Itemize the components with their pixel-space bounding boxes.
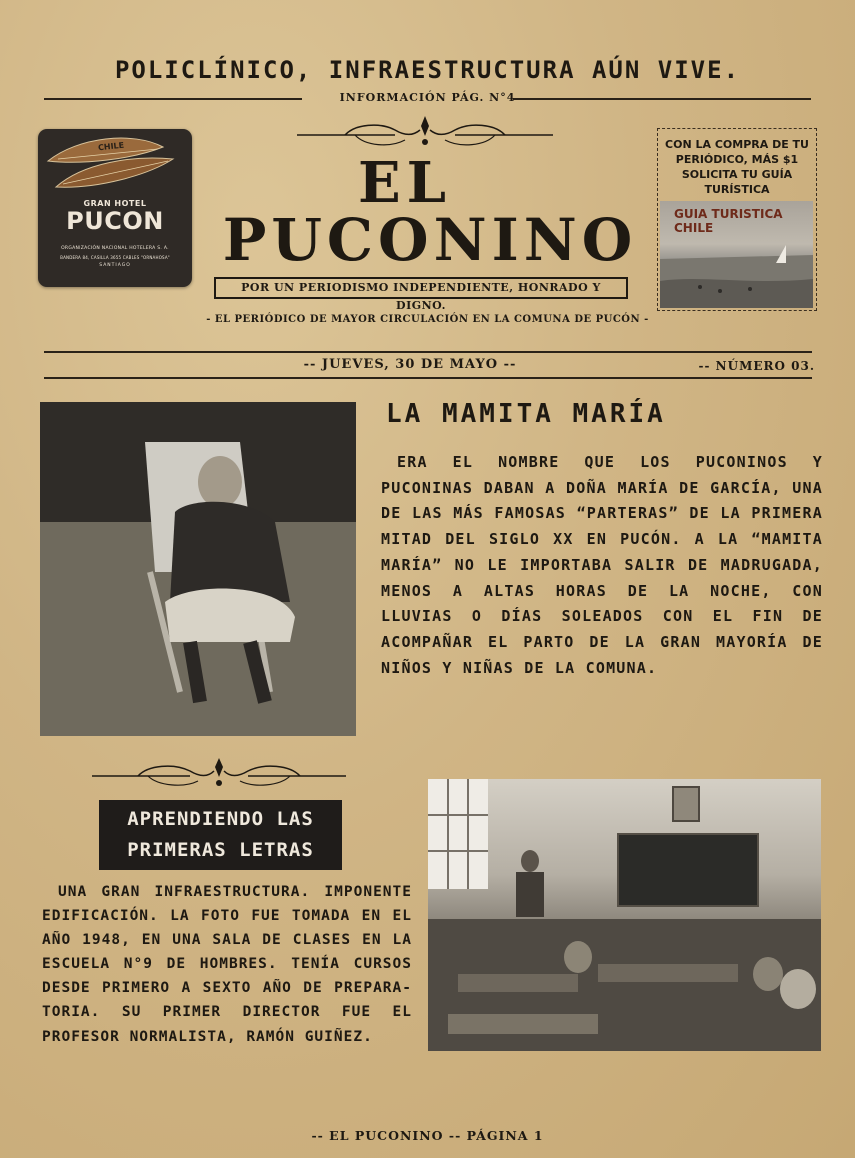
top-headline: POLICLÍNICO, INFRAESTRUCTURA AÚN VIVE. [114, 56, 741, 84]
article-title-box-letras [99, 800, 342, 870]
photo-classroom [428, 779, 821, 1051]
photo-mamita-maria [40, 402, 356, 736]
article-body-letras [42, 880, 412, 1049]
article-body-letras-text: UNA GRAN INFRAESTRUCTURA. IMPONENTE EDIFICACIÓN. LA FOTO FUE TOMADA EN EL AÑO 1948, EN UNA SALA DE CLASES EN LA ESCUELA N°9 DE HOMBRES. TENÍA CURSOS DESDE PRIMERO A SEXTO AÑO DE PREPARA-TORIA. SU PRIMER DIRECTOR FUE EL PROFESOR NORMALISTA, RAMÓN GUIÑEZ. [42, 884, 412, 1045]
hotel-ad-gran-hotel: GRAN HOTEL [83, 199, 147, 208]
guide-photo-title-2: CHILE [674, 221, 714, 235]
masthead-line-2: PUCONINO [222, 206, 638, 274]
issue-date: -- JUEVES, 30 DE MAYO -- [303, 357, 517, 372]
article-title-letras-line-1: APRENDIENDO LAS [127, 808, 314, 830]
date-rule-top [44, 351, 812, 353]
page-footer: -- EL PUCONINO -- PÁGINA 1 [311, 1128, 544, 1143]
beach-scene-icon [660, 241, 813, 308]
date-rule-bottom [44, 377, 812, 379]
guide-photo [660, 201, 813, 308]
hotel-ad-tag: CHILE [97, 140, 125, 153]
circulation-line: - EL PERIÓDICO DE MAYOR CIRCULACIÓN EN LA COMUNA DE PUCÓN - [206, 314, 649, 325]
article-body-maria [381, 450, 823, 681]
guide-ad [657, 128, 817, 311]
motto-box [214, 277, 628, 312]
guide-photo-title-1: GUIA TURISTICA [674, 207, 783, 221]
hotel-ad [38, 129, 192, 287]
header-rule-right [513, 98, 811, 100]
hotel-ad-org: ORGANIZACIÓN NACIONAL HOTELERA S. A. [61, 246, 169, 251]
article-title-letras-line-2: PRIMERAS LETRAS [127, 839, 314, 861]
guide-ad-text: CON LA COMPRA DE TU PERIÓDICO, MÁS $1 SOLICITA TU GUÍA TURÍSTICA [665, 138, 809, 196]
section-ornament-icon [90, 756, 348, 792]
leaf-emblem-icon [38, 129, 192, 199]
article-title-maria: LA MAMITA MARÍA [386, 399, 666, 429]
hotel-ad-address: BANDERA 84, CASILLA 3655 CABLES "ORNAHOSA" [60, 255, 170, 260]
masthead-line-1: EL [357, 150, 453, 216]
hotel-ad-city: SANTIAGO [99, 263, 131, 268]
top-ornament-icon [295, 114, 555, 152]
hotel-ad-pucon: PUCON [66, 207, 164, 235]
classroom-scene-icon [428, 779, 821, 1051]
issue-number: -- NÚMERO 03. [698, 359, 815, 373]
motto-text: POR UN PERIODISMO INDEPENDIENTE, HONRADO Y DIGNO. [241, 281, 601, 312]
article-body-maria-text: ERA EL NOMBRE QUE LOS PUCONINOS Y PUCONINAS DABAN A DOÑA MARÍA DE GARCÍA, UNA DE LAS MÁS FAMOSAS “PARTERAS” DE LA PRIMERA MITAD DEL SIGLO XX EN PUCÓN. A LA “MAMITA MARÍA” NO LE IMPORTABA SALIR DE MADRUGADA, MENOS A ALTAS HORAS DE LA NOCHE, CON LLUVIAS O DÍAS SOLEADOS CON EL FIN DE ACOMPAÑAR EL PARTO DE LA GRAN MAYORÍA DE NIÑOS Y NIÑAS DE LA COMUNA. [381, 453, 823, 677]
info-line: INFORMACIÓN PÁG. N°4 [339, 91, 516, 104]
header-rule-left [44, 98, 302, 100]
portrait-woman-icon [40, 402, 356, 736]
